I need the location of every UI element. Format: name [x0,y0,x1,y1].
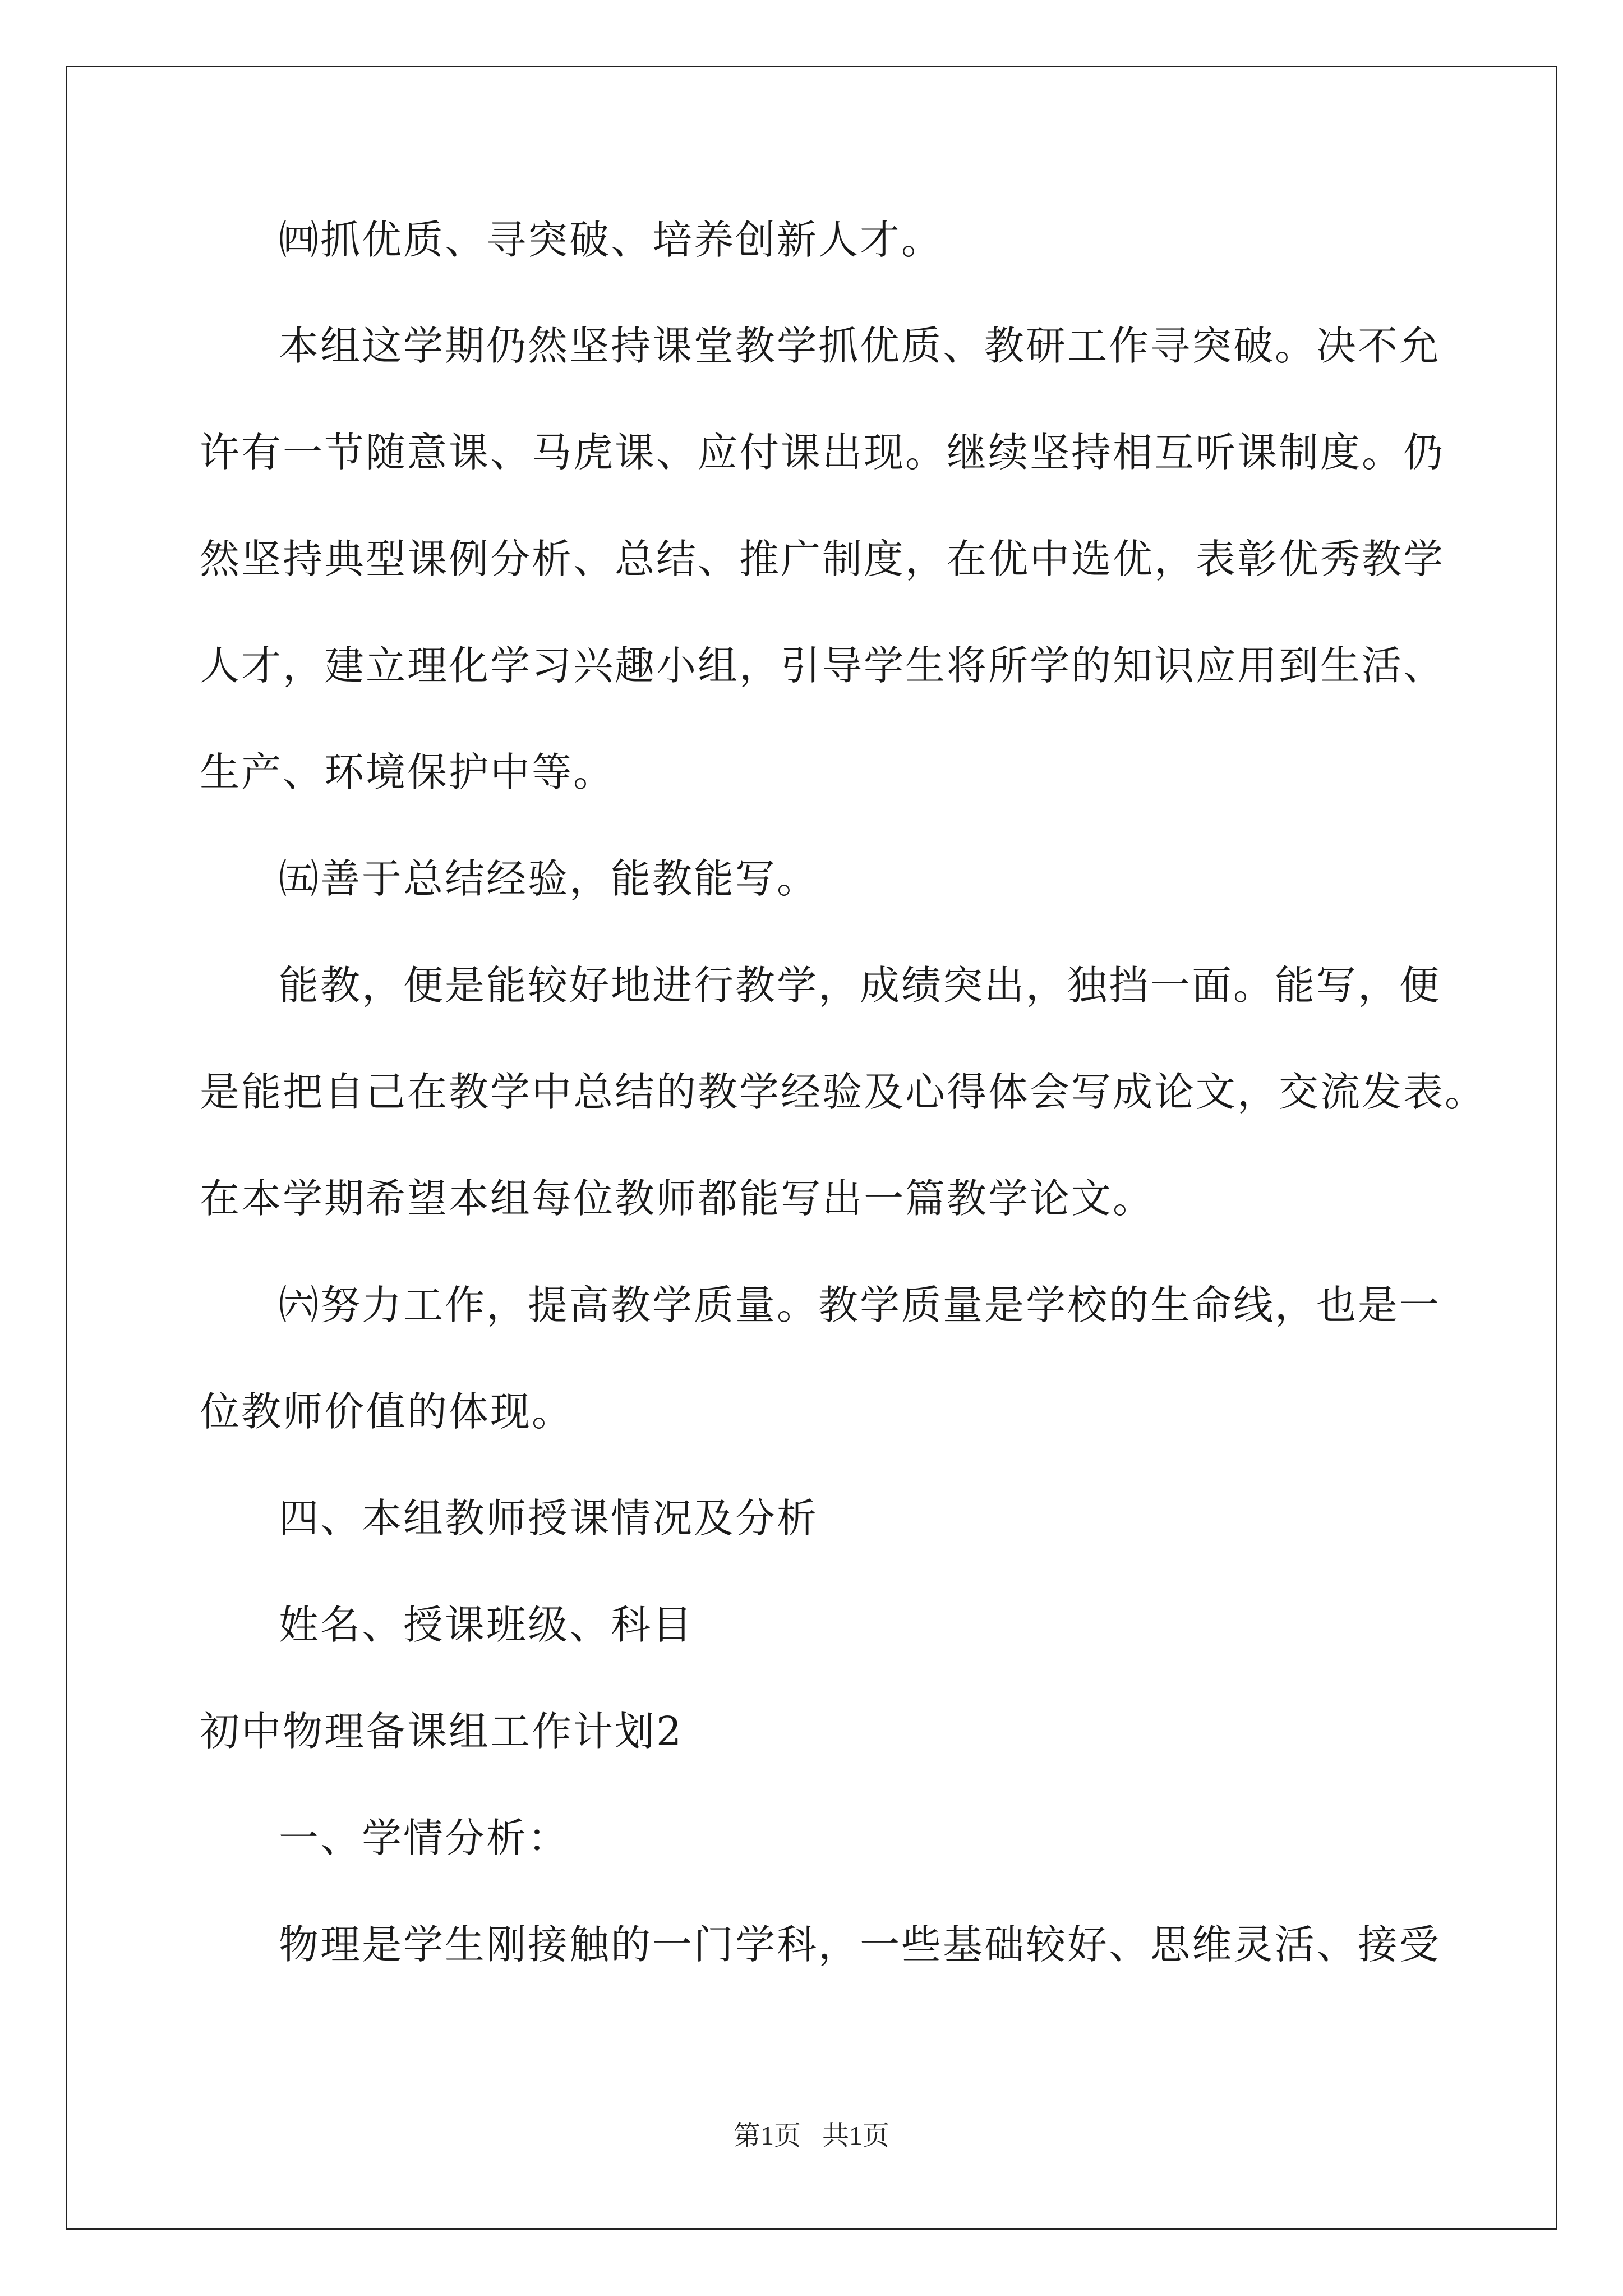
page-count: 共1页 [822,2121,890,2151]
paragraph-line: 然坚持典型课例分析、总结、推广制度，在优中选优，表彰优秀教学 [200,536,1445,582]
paragraph-line: ㈣抓优质、寻突破、培养创新人才。 [279,217,943,263]
paragraph-line: 是能把自己在教学中总结的教学经验及心得体会写成论文，交流发表。 [200,1069,1487,1115]
page-footer [0,2114,1623,2152]
paragraph-line: ㈤善于总结经验，能教能写。 [279,855,819,902]
section-heading: 四、本组教师授课情况及分析 [279,1495,819,1542]
paragraph-line: 位教师价值的体现。 [200,1388,574,1435]
paragraph-line: 人才，建立理化学习兴趣小组，引导学生将所学的知识应用到生活、 [200,642,1445,689]
paragraph-line: 本组这学期仍然坚持课堂教学抓优质、教研工作寻突破。决不允 [279,323,1441,369]
page-border [66,66,1557,2230]
paragraph-line: ㈥努力工作，提高教学质量。教学质量是学校的生命线，也是一 [279,1282,1441,1328]
paragraph-line: 生产、环境保护中等。 [200,749,615,795]
page-number: 第1页 [733,2121,801,2151]
paragraph-line: 能教，便是能较好地进行教学，成绩突出，独挡一面。能写，便 [279,962,1441,1009]
paragraph-line: 在本学期希望本组每位教师都能写出一篇教学论文。 [200,1175,1155,1222]
paragraph-line: 姓名、授课班级、科目 [279,1602,694,1648]
section-heading: 一、学情分析： [279,1815,570,1861]
document-title: 初中物理备课组工作计划2 [200,1708,684,1755]
paragraph-line: 物理是学生刚接触的一门学科，一些基础较好、思维灵活、接受 [279,1921,1441,1968]
paragraph-line: 许有一节随意课、马虎课、应付课出现。继续坚持相互听课制度。仍 [200,429,1445,476]
